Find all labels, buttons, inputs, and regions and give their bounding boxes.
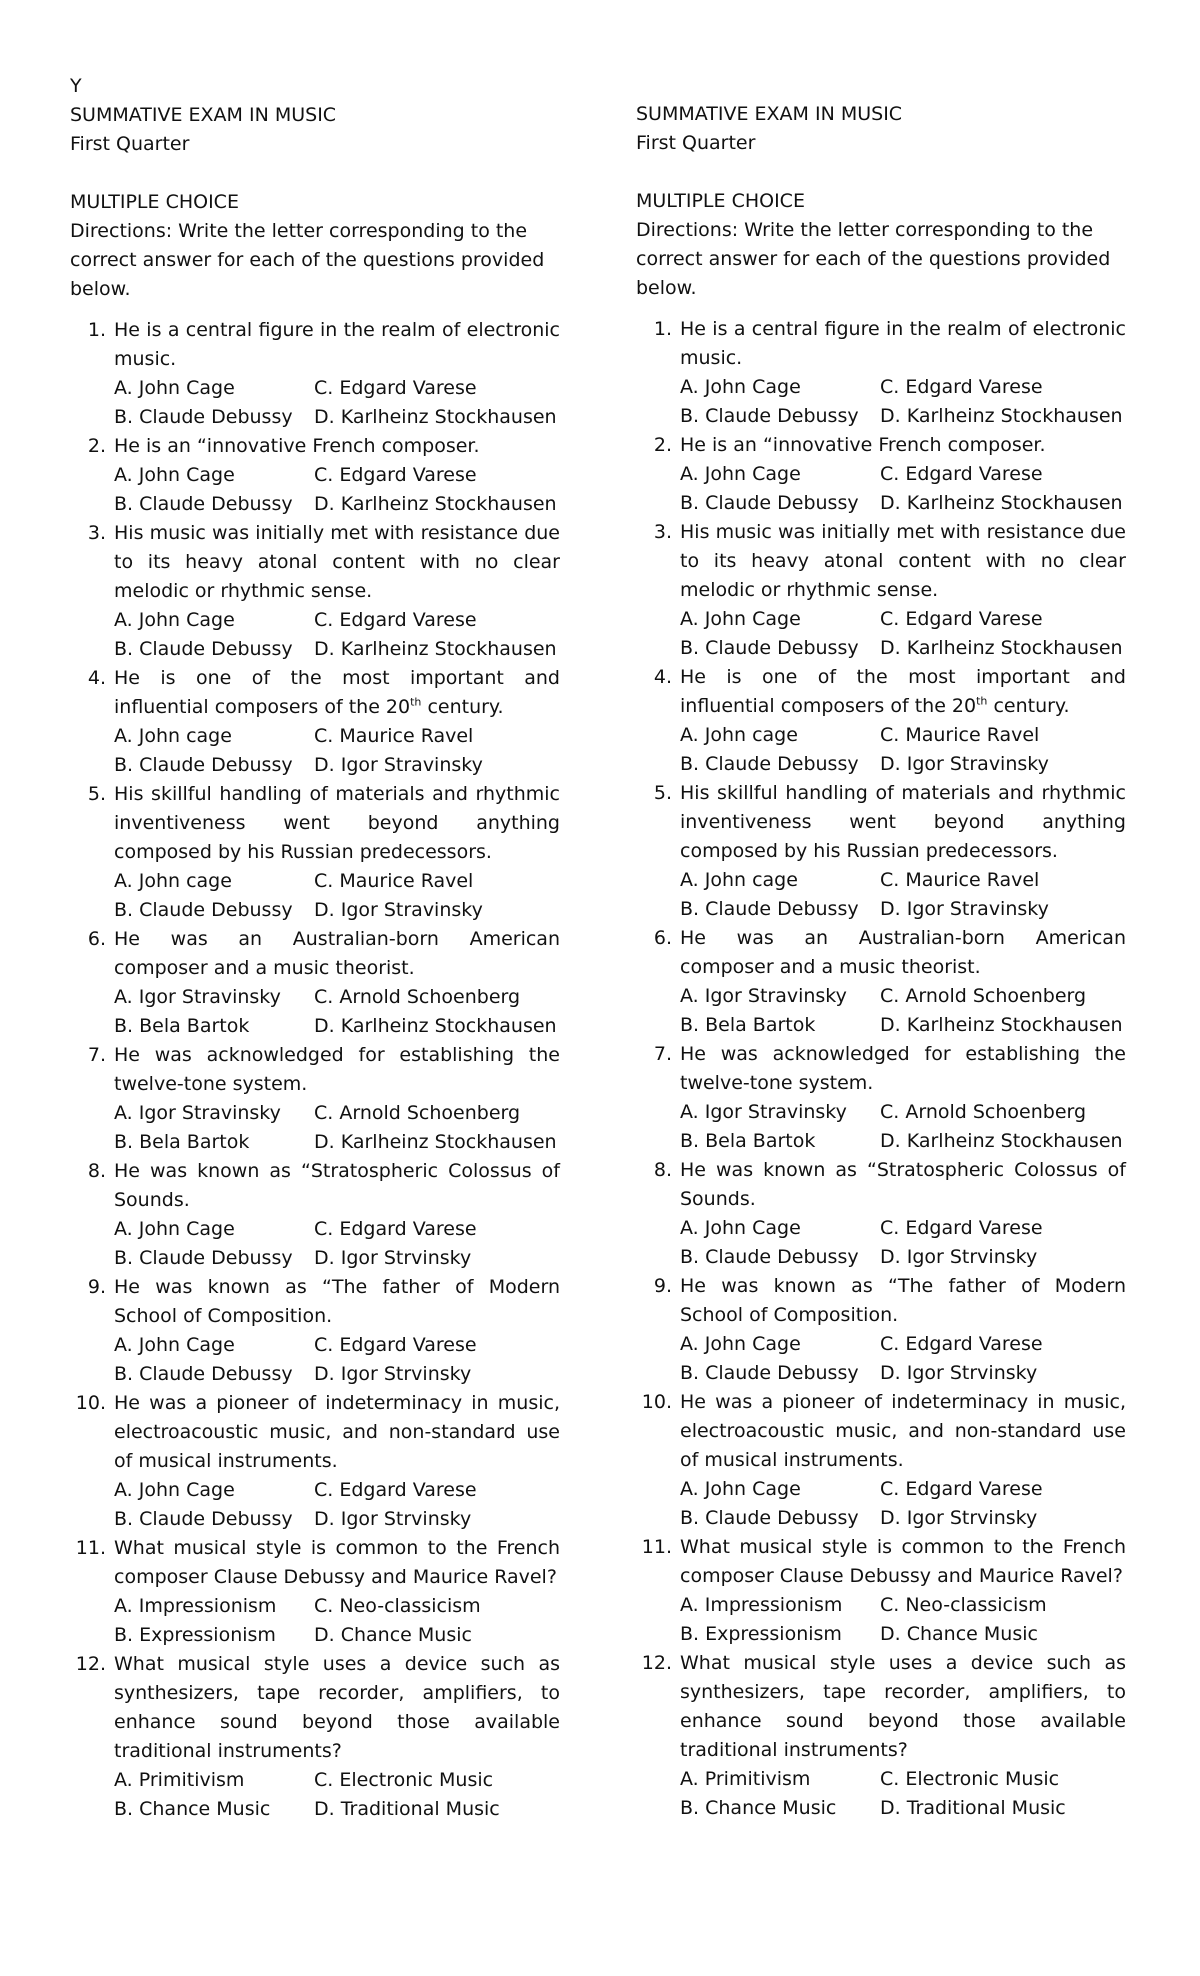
question-item bbox=[636, 663, 1126, 779]
answer-options bbox=[680, 1098, 1126, 1156]
answer-option: C. Edgard Varese bbox=[314, 1479, 477, 1501]
answer-option: C. Edgard Varese bbox=[880, 376, 1043, 398]
answer-option: A. John Cage bbox=[680, 376, 801, 398]
question-number: 10. bbox=[641, 1391, 672, 1413]
question-text: His skillful handling of materials and rhythmic inventiveness went beyond anything composed by his Russian predecessors. bbox=[680, 782, 1126, 862]
answer-options bbox=[114, 374, 560, 432]
answer-option: A. Igor Stravinsky bbox=[680, 1101, 847, 1123]
answer-option: B. Bela Bartok bbox=[680, 1014, 816, 1036]
answer-option: D. Karlheinz Stockhausen bbox=[880, 1014, 1123, 1036]
question-number: 3. bbox=[87, 522, 106, 544]
question-item bbox=[636, 431, 1126, 518]
answer-option: B. Bela Bartok bbox=[680, 1130, 816, 1152]
question-text: He was a pioneer of indeterminacy in music, electroacoustic music, and non-standard use of musical instruments. bbox=[680, 1391, 1126, 1471]
answer-option: C. Neo-classicism bbox=[314, 1595, 481, 1617]
answer-option: D. Igor Stravinsky bbox=[880, 898, 1049, 920]
answer-option: D. Igor Stravinsky bbox=[314, 754, 483, 776]
answer-option: B. Claude Debussy bbox=[114, 1508, 293, 1530]
question-number: 3. bbox=[653, 521, 672, 543]
question-number: 8. bbox=[653, 1159, 672, 1181]
question-text: His skillful handling of materials and rhythmic inventiveness went beyond anything composed by his Russian predecessors. bbox=[114, 783, 560, 863]
answer-option: B. Chance Music bbox=[680, 1797, 837, 1819]
answer-option: C. Edgard Varese bbox=[314, 464, 477, 486]
question-number: 4. bbox=[653, 666, 672, 688]
answer-option: B. Claude Debussy bbox=[680, 898, 859, 920]
question-text: He is an “innovative French composer. bbox=[114, 435, 480, 457]
question-number: 7. bbox=[87, 1044, 106, 1066]
question-number: 6. bbox=[87, 928, 106, 950]
answer-option: A. Primitivism bbox=[680, 1768, 811, 1790]
question-number: 8. bbox=[87, 1160, 106, 1182]
directions-text: Directions: Write the letter corresponding to the correct answer for each of the questions provided below. bbox=[70, 220, 545, 300]
answer-option: B. Claude Debussy bbox=[680, 637, 859, 659]
question-text: His music was initially met with resistance due to its heavy atonal content with no clear melodic or rhythmic sense. bbox=[114, 522, 560, 602]
answer-options bbox=[114, 722, 560, 780]
answer-option: C. Edgard Varese bbox=[880, 1478, 1043, 1500]
answer-option: D. Karlheinz Stockhausen bbox=[314, 406, 557, 428]
answer-option: B. Claude Debussy bbox=[680, 492, 859, 514]
question-number: 11. bbox=[641, 1536, 672, 1558]
answer-option: A. John Cage bbox=[114, 1218, 235, 1240]
question-number: 2. bbox=[87, 435, 106, 457]
answer-option: B. Claude Debussy bbox=[680, 1362, 859, 1384]
answer-option: C. Electronic Music bbox=[314, 1769, 494, 1791]
question-item bbox=[636, 1533, 1126, 1649]
question-text: What musical style uses a device such as synthesizers, tape recorder, amplifiers, to enhance sound beyond those available traditional instruments? bbox=[680, 1652, 1126, 1761]
answer-option: D. Karlheinz Stockhausen bbox=[314, 638, 557, 660]
answer-option: A. John Cage bbox=[680, 608, 801, 630]
question-item bbox=[70, 1273, 560, 1389]
answer-option: C. Edgard Varese bbox=[880, 1217, 1043, 1239]
answer-option: D. Igor Strvinsky bbox=[880, 1246, 1038, 1268]
question-number: 7. bbox=[653, 1043, 672, 1065]
answer-option: B. Claude Debussy bbox=[680, 1246, 859, 1268]
question-text: He is one of the most important and influential composers of the 20th century. bbox=[680, 666, 1126, 717]
answer-option: D. Karlheinz Stockhausen bbox=[880, 492, 1123, 514]
question-text: He was known as “The father of Modern School of Composition. bbox=[680, 1275, 1126, 1326]
answer-option: C. Arnold Schoenberg bbox=[314, 1102, 521, 1124]
answer-option: A. Impressionism bbox=[680, 1594, 843, 1616]
question-list bbox=[636, 315, 1126, 1823]
answer-options bbox=[680, 605, 1126, 663]
question-number: 1. bbox=[87, 319, 106, 341]
answer-option: A. Igor Stravinsky bbox=[680, 985, 847, 1007]
answer-option: B. Claude Debussy bbox=[114, 406, 293, 428]
answer-options bbox=[680, 1330, 1126, 1388]
question-text: What musical style uses a device such as synthesizers, tape recorder, amplifiers, to enhance sound beyond those available traditional instruments? bbox=[114, 1653, 560, 1762]
answer-option: B. Claude Debussy bbox=[680, 1507, 859, 1529]
answer-options bbox=[680, 460, 1126, 518]
answer-options bbox=[114, 867, 560, 925]
answer-option: C. Arnold Schoenberg bbox=[314, 986, 521, 1008]
answer-option: D. Igor Strvinsky bbox=[880, 1507, 1038, 1529]
exam-quarter: First Quarter bbox=[636, 132, 756, 154]
question-text: He was a pioneer of indeterminacy in music, electroacoustic music, and non-standard use of musical instruments. bbox=[114, 1392, 560, 1472]
question-item bbox=[636, 518, 1126, 663]
answer-option: B. Bela Bartok bbox=[114, 1015, 250, 1037]
question-item bbox=[70, 1534, 560, 1650]
question-item bbox=[70, 780, 560, 925]
answer-option: D. Igor Strvinsky bbox=[314, 1363, 472, 1385]
answer-options bbox=[114, 1331, 560, 1389]
answer-option: D. Igor Stravinsky bbox=[880, 753, 1049, 775]
answer-option: C. Electronic Music bbox=[880, 1768, 1060, 1790]
question-number: 5. bbox=[653, 782, 672, 804]
answer-option: B. Claude Debussy bbox=[680, 405, 859, 427]
answer-option: C. Edgard Varese bbox=[880, 463, 1043, 485]
answer-option: D. Karlheinz Stockhausen bbox=[314, 1131, 557, 1153]
question-number: 4. bbox=[87, 667, 106, 689]
answer-option: B. Claude Debussy bbox=[114, 899, 293, 921]
answer-option: A. John cage bbox=[680, 724, 798, 746]
question-text: He was acknowledged for establishing the twelve-tone system. bbox=[680, 1043, 1126, 1094]
answer-option: A. John cage bbox=[114, 725, 232, 747]
question-number: 10. bbox=[75, 1392, 106, 1414]
answer-option: A. John Cage bbox=[680, 1217, 801, 1239]
answer-option: D. Chance Music bbox=[880, 1623, 1038, 1645]
answer-option: A. John Cage bbox=[114, 377, 235, 399]
question-item bbox=[636, 1040, 1126, 1156]
answer-option: A. Impressionism bbox=[114, 1595, 277, 1617]
answer-option: D. Karlheinz Stockhausen bbox=[880, 405, 1123, 427]
question-item bbox=[70, 316, 560, 432]
answer-option: A. John cage bbox=[680, 869, 798, 891]
answer-options bbox=[680, 866, 1126, 924]
question-number: 9. bbox=[653, 1275, 672, 1297]
question-text: He is an “innovative French composer. bbox=[680, 434, 1046, 456]
question-text: He was known as “The father of Modern School of Composition. bbox=[114, 1276, 560, 1327]
question-item bbox=[636, 1272, 1126, 1388]
exam-title: SUMMATIVE EXAM IN MUSIC bbox=[70, 104, 337, 126]
question-item bbox=[636, 1388, 1126, 1533]
answer-option: C. Edgard Varese bbox=[880, 1333, 1043, 1355]
answer-option: D. Karlheinz Stockhausen bbox=[880, 1130, 1123, 1152]
question-number: 1. bbox=[653, 318, 672, 340]
question-item bbox=[70, 925, 560, 1041]
question-text: He was an Australian-born American composer and a music theorist. bbox=[680, 927, 1126, 978]
answer-option: B. Bela Bartok bbox=[114, 1131, 250, 1153]
answer-option: B. Claude Debussy bbox=[680, 753, 859, 775]
answer-option: C. Edgard Varese bbox=[314, 1334, 477, 1356]
question-number: 12. bbox=[75, 1653, 106, 1675]
question-item bbox=[70, 664, 560, 780]
answer-option: C. Arnold Schoenberg bbox=[880, 985, 1087, 1007]
answer-option: D. Igor Strvinsky bbox=[880, 1362, 1038, 1384]
answer-options bbox=[114, 461, 560, 519]
question-text: He was known as “Stratospheric Colossus of Sounds. bbox=[680, 1159, 1126, 1210]
answer-option: C. Maurice Ravel bbox=[880, 869, 1040, 891]
answer-options bbox=[680, 1765, 1126, 1823]
answer-option: D. Igor Stravinsky bbox=[314, 899, 483, 921]
answer-option: C. Maurice Ravel bbox=[314, 870, 474, 892]
answer-options bbox=[680, 1214, 1126, 1272]
answer-options bbox=[680, 1475, 1126, 1533]
question-number: 11. bbox=[75, 1537, 106, 1559]
question-text: He is a central figure in the realm of electronic music. bbox=[114, 319, 560, 370]
answer-option: D. Traditional Music bbox=[880, 1797, 1066, 1819]
question-text: What musical style is common to the French composer Clause Debussy and Maurice Ravel? bbox=[680, 1536, 1126, 1587]
answer-option: A. John Cage bbox=[680, 463, 801, 485]
answer-option: B. Expressionism bbox=[114, 1624, 276, 1646]
answer-options bbox=[680, 982, 1126, 1040]
question-number: 2. bbox=[653, 434, 672, 456]
answer-option: D. Karlheinz Stockhausen bbox=[314, 493, 557, 515]
answer-option: C. Edgard Varese bbox=[314, 377, 477, 399]
answer-option: C. Arnold Schoenberg bbox=[880, 1101, 1087, 1123]
answer-option: B. Claude Debussy bbox=[114, 1363, 293, 1385]
answer-option: B. Claude Debussy bbox=[114, 1247, 293, 1269]
question-number: 5. bbox=[87, 783, 106, 805]
answer-options bbox=[114, 1099, 560, 1157]
answer-options bbox=[114, 1592, 560, 1650]
question-text: He was known as “Stratospheric Colossus of Sounds. bbox=[114, 1160, 560, 1211]
question-text: What musical style is common to the French composer Clause Debussy and Maurice Ravel? bbox=[114, 1537, 560, 1588]
answer-option: A. John Cage bbox=[114, 1479, 235, 1501]
page-mark: Y bbox=[70, 75, 82, 97]
answer-option: B. Claude Debussy bbox=[114, 638, 293, 660]
answer-option: A. Igor Stravinsky bbox=[114, 1102, 281, 1124]
answer-option: C. Edgard Varese bbox=[314, 609, 477, 631]
answer-option: D. Karlheinz Stockhausen bbox=[314, 1015, 557, 1037]
answer-option: B. Claude Debussy bbox=[114, 493, 293, 515]
section-heading: MULTIPLE CHOICE bbox=[636, 190, 805, 212]
answer-option: A. John Cage bbox=[114, 609, 235, 631]
question-item bbox=[70, 1389, 560, 1534]
answer-option: C. Edgard Varese bbox=[880, 608, 1043, 630]
question-item bbox=[636, 1649, 1126, 1823]
question-number: 6. bbox=[653, 927, 672, 949]
question-list bbox=[70, 316, 560, 1824]
answer-option: A. John cage bbox=[114, 870, 232, 892]
answer-option: B. Claude Debussy bbox=[114, 754, 293, 776]
answer-option: D. Igor Strvinsky bbox=[314, 1508, 472, 1530]
answer-option: C. Neo-classicism bbox=[880, 1594, 1047, 1616]
question-number: 9. bbox=[87, 1276, 106, 1298]
question-text: He is a central figure in the realm of electronic music. bbox=[680, 318, 1126, 369]
exam-title: SUMMATIVE EXAM IN MUSIC bbox=[636, 103, 903, 125]
exam-copy-right bbox=[636, 100, 1126, 1823]
question-item bbox=[636, 779, 1126, 924]
question-item bbox=[70, 432, 560, 519]
answer-options bbox=[114, 606, 560, 664]
answer-option: A. John Cage bbox=[114, 1334, 235, 1356]
answer-options bbox=[680, 721, 1126, 779]
question-text: He was acknowledged for establishing the twelve-tone system. bbox=[114, 1044, 560, 1095]
answer-option: B. Expressionism bbox=[680, 1623, 842, 1645]
answer-option: D. Igor Strvinsky bbox=[314, 1247, 472, 1269]
question-text: He is one of the most important and influential composers of the 20th century. bbox=[114, 667, 560, 718]
question-item bbox=[636, 315, 1126, 431]
question-item bbox=[70, 519, 560, 664]
question-item bbox=[636, 1156, 1126, 1272]
answer-option: D. Traditional Music bbox=[314, 1798, 500, 1820]
section-heading: MULTIPLE CHOICE bbox=[70, 191, 239, 213]
answer-options bbox=[114, 1476, 560, 1534]
answer-option: C. Maurice Ravel bbox=[880, 724, 1040, 746]
answer-option: A. Primitivism bbox=[114, 1769, 245, 1791]
question-number: 12. bbox=[641, 1652, 672, 1674]
answer-option: A. John Cage bbox=[114, 464, 235, 486]
directions-text: Directions: Write the letter corresponding to the correct answer for each of the questions provided below. bbox=[636, 219, 1111, 299]
question-item bbox=[70, 1157, 560, 1273]
question-item bbox=[70, 1650, 560, 1824]
answer-option: B. Chance Music bbox=[114, 1798, 271, 1820]
answer-option: A. John Cage bbox=[680, 1333, 801, 1355]
answer-option: A. John Cage bbox=[680, 1478, 801, 1500]
answer-options bbox=[114, 1766, 560, 1824]
answer-option: D. Karlheinz Stockhausen bbox=[880, 637, 1123, 659]
answer-option: C. Maurice Ravel bbox=[314, 725, 474, 747]
answer-options bbox=[680, 373, 1126, 431]
answer-option: A. Igor Stravinsky bbox=[114, 986, 281, 1008]
question-text: His music was initially met with resistance due to its heavy atonal content with no clear melodic or rhythmic sense. bbox=[680, 521, 1126, 601]
question-text: He was an Australian-born American composer and a music theorist. bbox=[114, 928, 560, 979]
answer-option: D. Chance Music bbox=[314, 1624, 472, 1646]
exam-quarter: First Quarter bbox=[70, 133, 190, 155]
answer-option: C. Edgard Varese bbox=[314, 1218, 477, 1240]
answer-options bbox=[114, 983, 560, 1041]
answer-options bbox=[680, 1591, 1126, 1649]
question-item bbox=[636, 924, 1126, 1040]
exam-copy-left bbox=[70, 72, 560, 1824]
question-item bbox=[70, 1041, 560, 1157]
answer-options bbox=[114, 1215, 560, 1273]
